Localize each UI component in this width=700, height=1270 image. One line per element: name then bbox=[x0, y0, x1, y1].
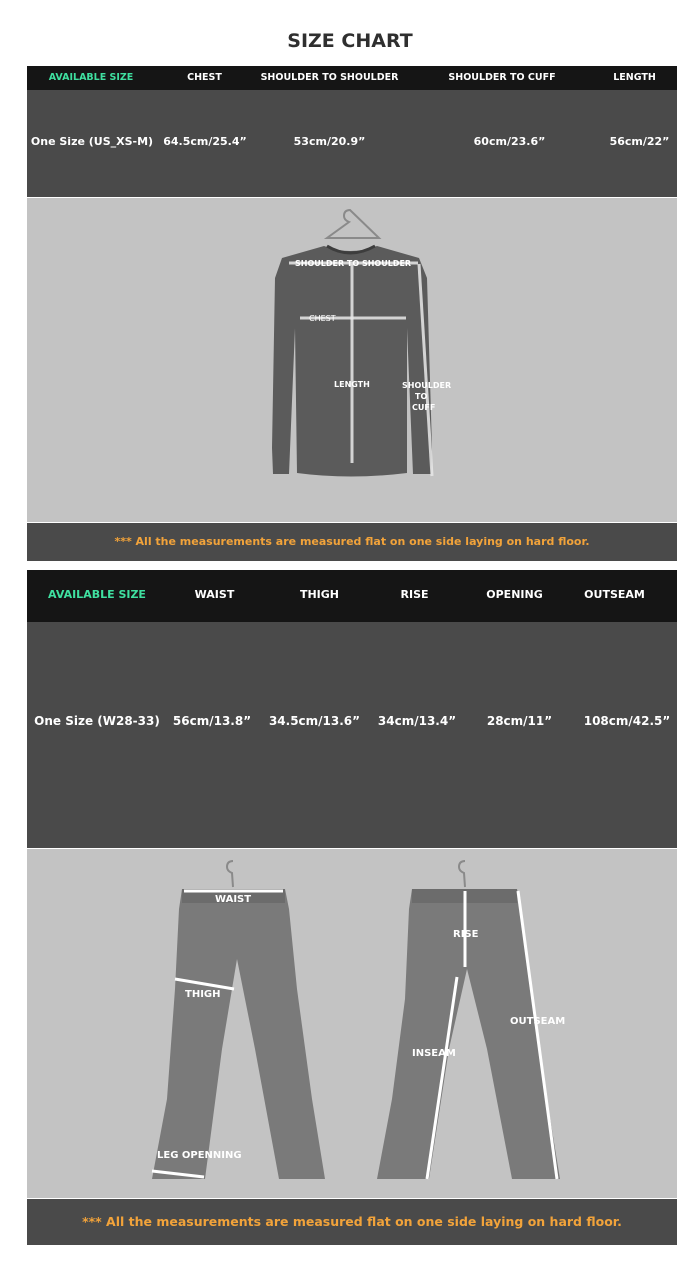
header-available-size: AVAILABLE SIZE bbox=[48, 72, 134, 83]
page-title: SIZE CHART bbox=[287, 30, 413, 52]
cell-size: One Size (US_XS-M) bbox=[30, 135, 154, 148]
header-waist: WAIST bbox=[194, 588, 235, 601]
label-rise: RISE bbox=[453, 929, 479, 940]
label-cuff-line1: SHOULDER bbox=[402, 381, 452, 390]
cell-thigh: 34.5cm/13.6” bbox=[268, 714, 361, 728]
bottom-chart-header bbox=[27, 570, 677, 622]
header-rise: RISE bbox=[400, 588, 429, 601]
label-cuff-line2: TO bbox=[415, 392, 428, 401]
label-waist: WAIST bbox=[215, 894, 252, 905]
top-chart-header bbox=[27, 66, 677, 90]
cell-outseam: 108cm/42.5” bbox=[583, 714, 671, 728]
bottom-garment-photo bbox=[27, 849, 677, 1198]
cell-waist: 56cm/13.8” bbox=[172, 714, 252, 728]
label-shoulder-to-shoulder: SHOULDER TO SHOULDER bbox=[295, 259, 412, 268]
bottom-chart-row bbox=[27, 622, 677, 848]
label-leg-opening: LEG OPENNING bbox=[157, 1150, 242, 1161]
top-garment-photo bbox=[27, 198, 677, 522]
cell-size: One Size (W28-33) bbox=[34, 714, 160, 728]
bottom-measurement-note: *** All the measurements are measured flat on one side laying on hard floor. bbox=[27, 1199, 677, 1245]
header-chest: CHEST bbox=[187, 72, 222, 83]
label-outseam: OUTSEAM bbox=[510, 1016, 566, 1027]
header-shoulder-to-cuff: SHOULDER TO CUFF bbox=[448, 72, 556, 83]
cell-rise: 34cm/13.4” bbox=[377, 714, 457, 728]
header-length: LENGTH bbox=[613, 72, 656, 83]
cell-length: 56cm/22” bbox=[609, 135, 670, 148]
header-shoulder-to-shoulder: SHOULDER TO SHOULDER bbox=[260, 72, 399, 83]
label-cuff-line3: CUFF bbox=[412, 403, 436, 412]
header-opening: OPENING bbox=[486, 588, 543, 601]
cell-shoulder-to-cuff: 60cm/23.6” bbox=[473, 135, 546, 148]
header-outseam: OUTSEAM bbox=[584, 588, 645, 601]
trousers-illustration bbox=[27, 849, 677, 1198]
cell-chest: 64.5cm/25.4” bbox=[163, 135, 247, 148]
label-chest: CHEST bbox=[309, 314, 336, 323]
top-measurement-note: *** All the measurements are measured flat on one side laying on hard floor. bbox=[27, 523, 677, 561]
top-chart-row bbox=[27, 90, 677, 197]
label-length: LENGTH bbox=[334, 380, 370, 389]
longsleeve-tee-illustration bbox=[27, 198, 677, 522]
cell-opening: 28cm/11” bbox=[486, 714, 553, 728]
cell-shoulder-to-shoulder: 53cm/20.9” bbox=[293, 135, 366, 148]
header-available-size: AVAILABLE SIZE bbox=[48, 588, 146, 601]
label-inseam: INSEAM bbox=[412, 1048, 456, 1059]
header-thigh: THIGH bbox=[299, 588, 340, 601]
label-thigh: THIGH bbox=[185, 989, 221, 1000]
